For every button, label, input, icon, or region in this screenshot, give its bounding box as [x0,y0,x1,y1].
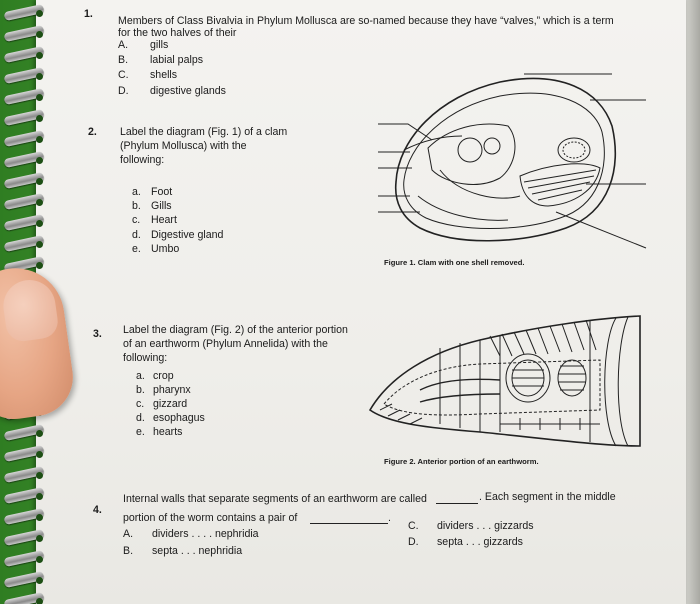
q1-stem-line1: Members of Class Bivalvia in Phylum Mollusca are so-named because they have “valves,” which is a term [118,15,614,27]
q2-item-text-b: Gills [151,200,172,212]
q4-option-text-a: dividers . . . . nephridia [152,528,259,540]
q2-item-text-e: Umbo [151,243,180,255]
q3-item-text-e: hearts [153,426,183,438]
q3-item-text-b: pharynx [153,384,191,396]
q4-number: 4. [93,504,102,516]
q2-number: 2. [88,126,97,138]
q4-option-text-c: dividers . . . gizzards [437,520,534,532]
q1-option-letter-b: B. [118,54,129,66]
q1-option-letter-d: D. [118,85,129,97]
q1-option-text-a: gills [150,39,169,51]
q1-option-text-d: digestive glands [150,85,226,97]
q3-item-text-a: crop [153,370,174,382]
q3-stem-line1: Label the diagram (Fig. 2) of the anterior portion [123,324,348,336]
q4-stem-part1: Internal walls that separate segments of an earthworm are called [123,493,427,505]
q4-stem-end: . [388,512,391,524]
q4-blank-1 [436,503,478,504]
q2-item-text-a: Foot [151,186,173,198]
q2-stem-line1: Label the diagram (Fig. 1) of a clam [120,126,288,138]
q1-option-letter-c: C. [118,69,129,81]
q1-option-letter-a: A. [118,39,129,51]
q3-item-letter-b: b. [136,384,145,396]
q4-blank-2 [310,523,388,524]
q2-item-letter-c: c. [132,214,141,226]
q4-option-text-b: septa . . . nephridia [152,545,243,557]
q1-number: 1. [84,8,93,20]
q3-item-letter-d: d. [136,412,145,424]
q2-item-text-d: Digestive gland [151,229,224,241]
q1-stem-line2: for the two halves of their [118,27,237,39]
q3-number: 3. [93,328,102,340]
q4-option-letter-d: D. [408,536,419,548]
q2-item-letter-b: b. [132,200,141,212]
q1-option-text-c: shells [150,69,178,81]
figure2-caption: Figure 2. Anterior portion of an earthworm. [384,457,539,466]
q4-stem-line2: portion of the worm contains a pair of [123,512,298,524]
figure1-caption: Figure 1. Clam with one shell removed. [384,258,525,267]
q2-stem-line2: (Phylum Mollusca) with the [120,140,247,152]
q3-stem-line2: of an earthworm (Phylum Annelida) with the [123,338,328,350]
q2-item-text-c: Heart [151,214,177,226]
q4-option-text-d: septa . . . gizzards [437,536,523,548]
q4-stem-part2: . Each segment in the middle [479,491,616,503]
q4-option-letter-a: A. [123,528,134,540]
q2-item-letter-e: e. [132,243,141,255]
q4-option-letter-c: C. [408,520,419,532]
q3-stem-line3: following: [123,352,168,364]
q1-option-text-b: labial palps [150,54,204,66]
q2-item-letter-a: a. [132,186,141,198]
q3-item-letter-e: e. [136,426,145,438]
q3-item-letter-c: c. [136,398,145,410]
q3-item-letter-a: a. [136,370,145,382]
q3-item-text-d: esophagus [153,412,205,424]
q3-item-text-c: gizzard [153,398,188,410]
q4-option-letter-b: B. [123,545,134,557]
q2-stem-line3: following: [120,154,165,166]
q2-item-letter-d: d. [132,229,141,241]
